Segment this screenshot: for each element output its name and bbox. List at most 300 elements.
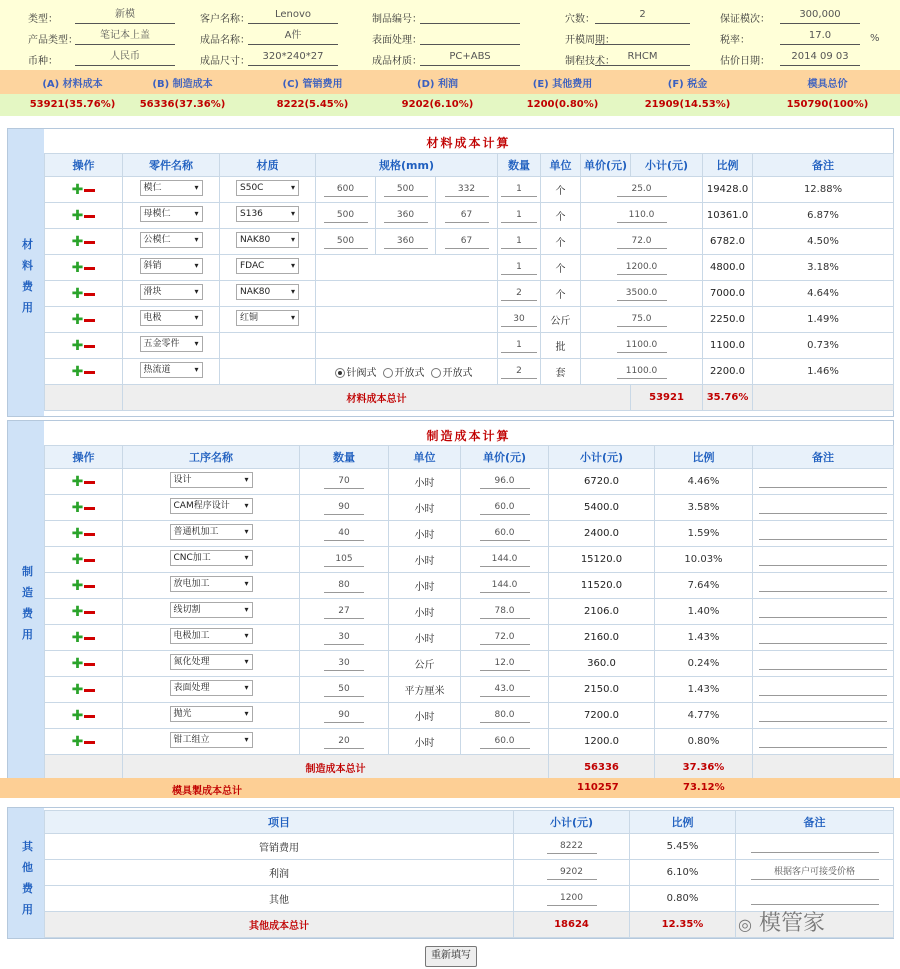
header-field-8[interactable] [595, 29, 690, 45]
material-select[interactable]: NAK80 ▾ [236, 232, 299, 248]
dropdown-arrow-icon: ▾ [244, 579, 249, 588]
quantity-input[interactable]: 40 [324, 526, 364, 541]
material-select[interactable]: 红铜 ▾ [236, 310, 299, 326]
subtotal-cell [549, 703, 655, 729]
ops-cell [45, 599, 123, 625]
spec-length-input[interactable]: 600 [324, 182, 368, 197]
note-input[interactable] [759, 499, 887, 514]
ratio-cell [655, 521, 753, 547]
add-row-icon[interactable]: ✚ [71, 181, 84, 198]
add-row-icon[interactable]: ✚ [71, 363, 84, 380]
add-row-icon[interactable]: ✚ [71, 233, 84, 250]
manufacture-row [45, 703, 894, 729]
note-input[interactable] [751, 838, 879, 853]
quantity-input[interactable]: 70 [324, 474, 364, 489]
add-row-icon[interactable]: ✚ [71, 551, 84, 568]
header-field-7[interactable] [420, 29, 520, 45]
material-side-label [8, 129, 44, 416]
price-cell [581, 359, 703, 385]
row-ops [72, 286, 96, 302]
qty-cell [498, 177, 541, 203]
other-total-value: 18624 [514, 912, 630, 938]
remove-row-icon[interactable] [84, 507, 95, 510]
grand-total-pct: 73.12% [683, 782, 725, 793]
quantity-input[interactable]: 1 [501, 234, 537, 249]
unit-price-input[interactable]: 25.0 [617, 182, 667, 197]
dropdown-arrow-icon: ▾ [194, 287, 199, 296]
note-input[interactable] [759, 733, 887, 748]
subtotal-cell [703, 229, 753, 255]
ops-cell [45, 729, 123, 755]
unit-price-input[interactable]: 43.0 [480, 682, 530, 697]
unit-price-input[interactable]: 96.0 [480, 474, 530, 489]
manufacture-row [45, 547, 894, 573]
dropdown-arrow-icon: ▾ [244, 735, 249, 744]
row-ops [72, 208, 96, 224]
unit-price-input[interactable]: 3500.0 [617, 286, 667, 301]
note-input[interactable] [759, 473, 887, 488]
subtotal-text: 15120.0 [580, 554, 623, 565]
add-row-icon[interactable]: ✚ [71, 733, 84, 750]
dropdown-arrow-icon: ▾ [244, 475, 249, 484]
grand-total-label: 模具製成本总计 [172, 786, 242, 797]
quantity-input[interactable]: 30 [501, 312, 537, 327]
process-select[interactable]: 线切割 ▾ [170, 602, 253, 618]
note-input[interactable] [759, 707, 887, 722]
other-row [45, 860, 894, 886]
ratio-text: 4.77% [687, 710, 720, 721]
remove-row-icon[interactable] [84, 663, 95, 666]
quantity-input[interactable]: 30 [324, 656, 364, 671]
unit-cell [541, 255, 581, 281]
note-input[interactable] [759, 681, 887, 696]
ops-cell [45, 495, 123, 521]
add-row-icon[interactable]: ✚ [71, 337, 84, 354]
ops-cell [45, 255, 123, 281]
row-ops [72, 604, 96, 620]
part-name-select[interactable]: 热流道 ▾ [140, 362, 203, 378]
qty-cell [498, 281, 541, 307]
unit-text: 公斤 [414, 660, 435, 671]
material-row [45, 177, 894, 203]
remove-row-icon[interactable] [84, 293, 95, 296]
process-select[interactable]: 钳工组立 ▾ [170, 732, 253, 748]
header-label-0: 类型： [28, 14, 58, 25]
material-select[interactable]: FDAC ▾ [236, 258, 299, 274]
unit-price-input[interactable]: 60.0 [480, 526, 530, 541]
spec-height-input[interactable]: 67 [445, 208, 489, 223]
other-row [45, 834, 894, 860]
quantity-input[interactable]: 80 [324, 578, 364, 593]
header-field-12[interactable]: PC+ABS [420, 50, 520, 66]
note-input[interactable] [759, 629, 887, 644]
unit-price-input[interactable]: 144.0 [480, 552, 530, 567]
subtotal-cell [703, 177, 753, 203]
part-name-select[interactable]: 五金零件 ▾ [140, 336, 203, 352]
gate-type-cell [316, 359, 498, 385]
note-cell [736, 834, 894, 860]
process-select[interactable]: 普通机加工 ▾ [170, 524, 253, 540]
ratio-text: 0.80% [666, 893, 699, 904]
dropdown-arrow-icon: ▾ [244, 605, 249, 614]
note-cell [753, 703, 894, 729]
unit-cell [389, 547, 461, 573]
subtotal-cell [549, 625, 655, 651]
qty-cell [498, 255, 541, 281]
header-field-5[interactable]: 笔记本上盖 [75, 29, 175, 45]
part-cell [123, 333, 220, 359]
process-cell [123, 677, 300, 703]
header-field-2[interactable] [420, 8, 520, 24]
unit-price-input[interactable]: 60.0 [480, 734, 530, 749]
summary-value-4: 1200(0.80%) [526, 99, 599, 110]
subtotal-cell [549, 573, 655, 599]
ops-cell [45, 307, 123, 333]
add-row-icon[interactable]: ✚ [71, 311, 84, 328]
other-total-pct: 12.35% [630, 912, 736, 938]
unit-price-input[interactable]: 1100.0 [617, 364, 667, 379]
spec-height-input[interactable]: 332 [445, 182, 489, 197]
side-char: 制 [22, 565, 33, 578]
spec-width-input[interactable]: 360 [384, 234, 428, 249]
other-col-header-0: 项目 [45, 811, 514, 834]
ratio-text: 6.87% [807, 210, 839, 221]
gate-type-radio[interactable]: 开放式 [431, 368, 473, 379]
quantity-input[interactable]: 27 [324, 604, 364, 619]
spec-height-input[interactable]: 67 [445, 234, 489, 249]
subtotal-cell [703, 307, 753, 333]
note-cell [753, 573, 894, 599]
qty-cell [300, 625, 389, 651]
summary-header-6: 模具总价 [807, 79, 848, 90]
summary-header-2: (C) 管销费用 [282, 79, 343, 90]
unit-price-input[interactable]: 12.0 [480, 656, 530, 671]
note-cell [753, 599, 894, 625]
dropdown-arrow-icon: ▾ [290, 261, 295, 270]
add-row-icon[interactable]: ✚ [71, 707, 84, 724]
unit-text: 批 [555, 342, 566, 353]
gate-type-radio[interactable]: 针阀式 [335, 368, 377, 379]
remove-row-icon[interactable] [84, 481, 95, 484]
spec-empty [316, 281, 498, 307]
note-input[interactable] [759, 551, 887, 566]
qty-cell [498, 203, 541, 229]
ratio-text: 6.10% [666, 867, 699, 878]
quantity-input[interactable]: 90 [324, 500, 364, 515]
material-total-label: 材料成本总计 [123, 385, 631, 411]
quantity-input[interactable]: 2 [501, 286, 537, 301]
unit-price-input[interactable]: 78.0 [480, 604, 530, 619]
add-row-icon[interactable]: ✚ [71, 473, 84, 490]
material-select[interactable]: NAK80 ▾ [236, 284, 299, 300]
dropdown-arrow-icon: ▾ [244, 527, 249, 536]
dropdown-arrow-icon: ▾ [290, 183, 295, 192]
subtotal-cell [549, 651, 655, 677]
price-cell [581, 229, 703, 255]
process-select[interactable]: 抛光 ▾ [170, 706, 253, 722]
subtotal-cell [549, 521, 655, 547]
quantity-input[interactable]: 20 [324, 734, 364, 749]
remove-row-icon[interactable] [84, 559, 95, 562]
material-select[interactable]: S50C ▾ [236, 180, 299, 196]
ratio-cell [753, 255, 894, 281]
quantity-input[interactable]: 1 [501, 338, 537, 353]
ratio-cell [655, 599, 753, 625]
spec-w [376, 203, 436, 229]
header-field-14[interactable]: 2014 09 03 [780, 50, 860, 66]
dropdown-arrow-icon: ▾ [290, 313, 295, 322]
part-cell [123, 229, 220, 255]
dropdown-arrow-icon: ▾ [194, 209, 199, 218]
note-cell [753, 677, 894, 703]
header-field-3[interactable]: 2 [595, 8, 690, 24]
header-field-9[interactable]: 17.0 [780, 29, 860, 45]
header-field-10[interactable]: 人民币 [75, 50, 175, 66]
note-cell [753, 521, 894, 547]
header-label-7: 表面处理： [372, 35, 422, 46]
quantity-input[interactable]: 30 [324, 630, 364, 645]
material-col-header-6: 单价(元) [581, 154, 631, 177]
material-table [44, 153, 894, 411]
qty-cell [300, 677, 389, 703]
subtotal-text: 360.0 [587, 658, 616, 669]
material-row [45, 307, 894, 333]
header-field-4[interactable]: 300,000 [780, 8, 860, 24]
quantity-input[interactable]: 50 [324, 682, 364, 697]
manufacture-col-header-1: 工序名称 [123, 446, 300, 469]
part-cell [123, 255, 220, 281]
row-ops [72, 500, 96, 516]
quantity-input[interactable]: 1 [501, 182, 537, 197]
note-cell [753, 651, 894, 677]
qty-cell [498, 333, 541, 359]
process-cell [123, 703, 300, 729]
part-name-select[interactable]: 母模仁 ▾ [140, 206, 203, 222]
ratio-cell [753, 359, 894, 385]
add-row-icon[interactable]: ✚ [71, 285, 84, 302]
spec-width-input[interactable]: 360 [384, 208, 428, 223]
subtotal-input[interactable]: 9202 [547, 865, 597, 880]
add-row-icon[interactable]: ✚ [71, 655, 84, 672]
remove-row-icon[interactable] [84, 215, 95, 218]
unit-price-input[interactable]: 1200.0 [617, 260, 667, 275]
ratio-cell [630, 834, 736, 860]
ratio-text: 4.46% [687, 476, 720, 487]
quantity-input[interactable]: 1 [501, 260, 537, 275]
unit-cell [541, 359, 581, 385]
material-row [45, 281, 894, 307]
remove-row-icon[interactable] [84, 585, 95, 588]
summary-header-1: (B) 制造成本 [152, 79, 213, 90]
ratio-cell [630, 886, 736, 912]
add-row-icon[interactable]: ✚ [71, 681, 84, 698]
remove-row-icon[interactable] [84, 267, 95, 270]
header-field-13[interactable]: RHCM [595, 50, 690, 66]
process-select[interactable]: CAM程序设计 ▾ [170, 498, 253, 514]
subtotal-input[interactable]: 1200 [547, 891, 597, 906]
subtotal-text: 6720.0 [584, 476, 619, 487]
row-ops [72, 656, 96, 672]
remove-row-icon[interactable] [84, 611, 95, 614]
note-cell [753, 469, 894, 495]
dropdown-arrow-icon: ▾ [244, 553, 249, 562]
manufacture-total-label: 制造成本总计 [123, 755, 549, 781]
other-total-label: 其他成本总计 [45, 912, 514, 938]
note-input[interactable] [759, 655, 887, 670]
quantity-input[interactable]: 2 [501, 364, 537, 379]
header-field-6[interactable]: A件 [248, 29, 338, 45]
spec-empty [316, 333, 498, 359]
ratio-text: 1.43% [687, 632, 720, 643]
item-cell: 利润 [45, 860, 514, 886]
manufacture-col-header-3: 单位 [389, 446, 461, 469]
process-select[interactable]: 电极加工 ▾ [170, 628, 253, 644]
header-field-11[interactable]: 320*240*27 [248, 50, 338, 66]
dropdown-arrow-icon: ▾ [244, 683, 249, 692]
add-row-icon[interactable]: ✚ [71, 499, 84, 516]
remove-row-icon[interactable] [84, 319, 95, 322]
unit-price-input[interactable]: 110.0 [617, 208, 667, 223]
subtotal-text: 1200.0 [584, 736, 619, 747]
subtotal-input[interactable]: 8222 [547, 839, 597, 854]
process-select[interactable]: 设计 ▾ [170, 472, 253, 488]
spec-h [436, 203, 498, 229]
unit-cell [389, 625, 461, 651]
remove-row-icon[interactable] [84, 637, 95, 640]
reset-button[interactable]: 重新填写 [425, 946, 477, 967]
quantity-input[interactable]: 105 [324, 552, 364, 567]
row-ops [72, 182, 96, 198]
note-input[interactable] [751, 890, 879, 905]
cost-summary-values [0, 94, 900, 116]
unit-cell [389, 469, 461, 495]
ops-cell [45, 359, 123, 385]
part-name-select[interactable]: 电极 ▾ [140, 310, 203, 326]
unit-cell [389, 495, 461, 521]
part-name-select[interactable]: 模仁 ▾ [140, 180, 203, 196]
remove-row-icon[interactable] [84, 715, 95, 718]
grand-total-value: 110257 [577, 782, 619, 793]
gate-type-radio[interactable]: 开放式 [383, 368, 425, 379]
add-row-icon[interactable]: ✚ [71, 603, 84, 620]
summary-header-3: (D) 利润 [417, 79, 458, 90]
unit-price-input[interactable]: 80.0 [480, 708, 530, 723]
part-name-select[interactable]: 滑块 ▾ [140, 284, 203, 300]
add-row-icon[interactable]: ✚ [71, 629, 84, 646]
add-row-icon[interactable]: ✚ [71, 577, 84, 594]
spec-length-input[interactable]: 500 [324, 208, 368, 223]
ratio-cell [655, 573, 753, 599]
side-char: 用 [22, 903, 33, 916]
qty-cell [300, 729, 389, 755]
remove-row-icon[interactable] [84, 689, 95, 692]
other-col-header-2: 比例 [630, 811, 736, 834]
ratio-text: 4.64% [807, 288, 839, 299]
ops-cell [45, 229, 123, 255]
unit-price-input[interactable]: 144.0 [480, 578, 530, 593]
qty-cell [300, 495, 389, 521]
process-select[interactable]: 氮化处理 ▾ [170, 654, 253, 670]
manufacture-col-header-4: 单价(元) [461, 446, 549, 469]
manufacture-header-row [45, 446, 894, 469]
add-row-icon[interactable]: ✚ [71, 259, 84, 276]
spec-width-input[interactable]: 500 [384, 182, 428, 197]
remove-row-icon[interactable] [84, 533, 95, 536]
note-input[interactable]: 根据客户可接受价格 [751, 865, 879, 880]
spec-w [376, 177, 436, 203]
header-label-9: 税率： [720, 35, 750, 46]
quantity-input[interactable]: 90 [324, 708, 364, 723]
material-select[interactable]: S136 ▾ [236, 206, 299, 222]
material-total-pct: 35.76% [703, 385, 753, 411]
unit-text: 小时 [414, 530, 435, 541]
process-select[interactable]: CNC加工 ▾ [170, 550, 253, 566]
radio-icon [431, 368, 441, 378]
price-cell [581, 203, 703, 229]
unit-price-input[interactable]: 1100.0 [617, 338, 667, 353]
process-select[interactable]: 放电加工 ▾ [170, 576, 253, 592]
material-cost-panel [7, 128, 894, 417]
part-name-select[interactable]: 斜销 ▾ [140, 258, 203, 274]
unit-text: 小时 [414, 738, 435, 749]
add-row-icon[interactable]: ✚ [71, 525, 84, 542]
part-name-select[interactable]: 公模仁 ▾ [140, 232, 203, 248]
qty-cell [498, 307, 541, 333]
dropdown-arrow-icon: ▾ [290, 235, 295, 244]
spec-length-input[interactable]: 500 [324, 234, 368, 249]
side-char: 用 [22, 628, 33, 641]
unit-price-input[interactable]: 72.0 [617, 234, 667, 249]
subtotal-cell [514, 834, 630, 860]
qty-cell [300, 651, 389, 677]
price-cell [461, 651, 549, 677]
unit-price-input[interactable]: 72.0 [480, 630, 530, 645]
note-input[interactable] [759, 603, 887, 618]
note-input[interactable] [759, 525, 887, 540]
remove-row-icon[interactable] [84, 241, 95, 244]
unit-cell [541, 203, 581, 229]
unit-price-input[interactable]: 75.0 [617, 312, 667, 327]
ratio-cell [753, 281, 894, 307]
ratio-cell [753, 333, 894, 359]
ratio-text: 5.45% [666, 841, 699, 852]
manufacture-row [45, 573, 894, 599]
subtotal-cell [549, 599, 655, 625]
remove-row-icon[interactable] [84, 371, 95, 374]
manufacture-row [45, 495, 894, 521]
quantity-input[interactable]: 1 [501, 208, 537, 223]
remove-row-icon[interactable] [84, 345, 95, 348]
remove-row-icon[interactable] [84, 741, 95, 744]
add-row-icon[interactable]: ✚ [71, 207, 84, 224]
other-col-header-1: 小计(元) [514, 811, 630, 834]
price-cell [581, 255, 703, 281]
note-input[interactable] [759, 577, 887, 592]
header-label-5: 产品类型： [28, 35, 78, 46]
remove-row-icon[interactable] [84, 189, 95, 192]
price-cell [581, 177, 703, 203]
dropdown-arrow-icon: ▾ [244, 631, 249, 640]
material-col-header-7: 小计(元) [631, 154, 703, 177]
subtotal-cell [703, 281, 753, 307]
process-select[interactable]: 表面处理 ▾ [170, 680, 253, 696]
ops-cell [45, 521, 123, 547]
unit-price-input[interactable]: 60.0 [480, 500, 530, 515]
header-field-1[interactable]: Lenovo [248, 8, 338, 24]
dropdown-arrow-icon: ▾ [244, 657, 249, 666]
side-char: 费 [22, 280, 33, 293]
header-field-0[interactable]: 新模 [75, 8, 175, 24]
